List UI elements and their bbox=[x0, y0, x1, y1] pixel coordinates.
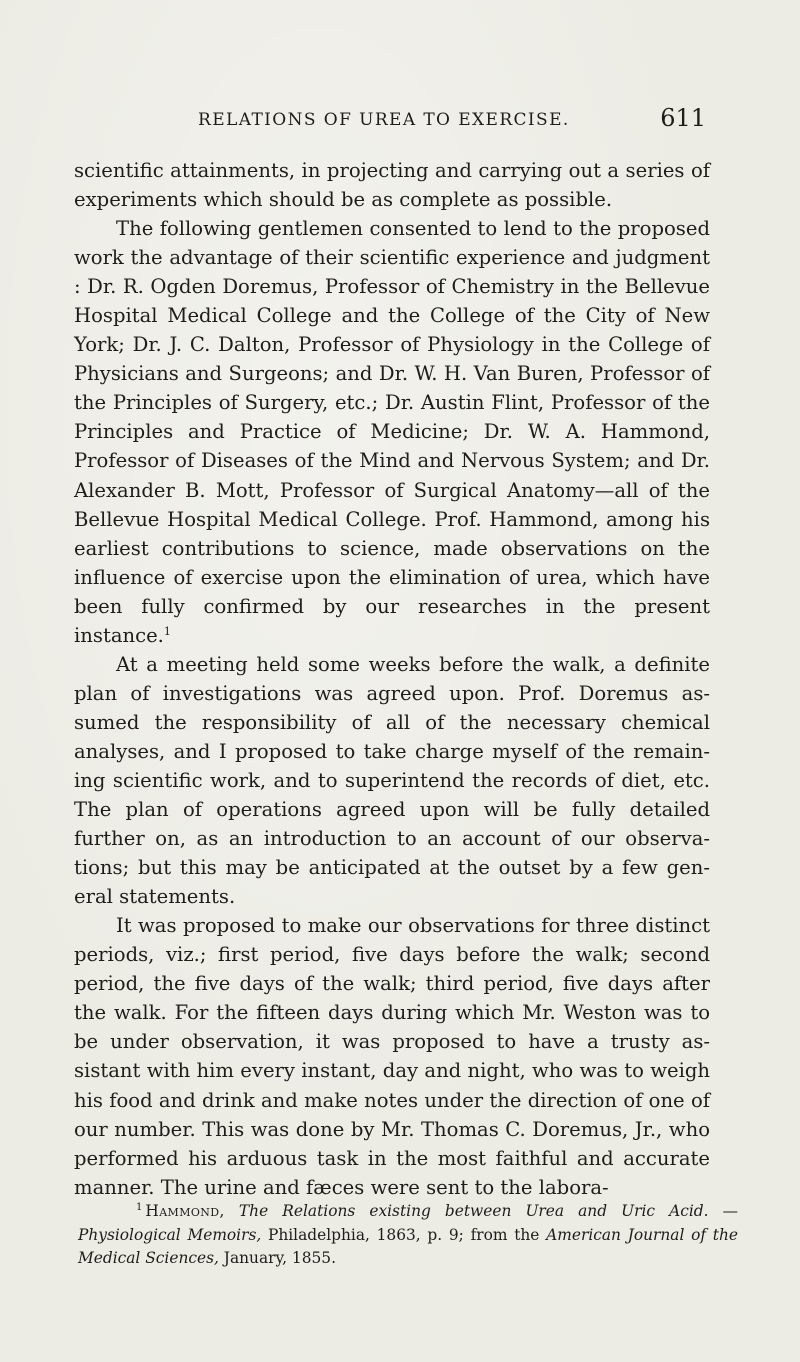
paragraph-2-text: The following gentlemen consented to lend to the proposed work the advantage of their scientific experience and judgment : Dr. R. Ogden Doremus, Professor of Chemistry in the Bellevue Hospital Medical College and the College of the City of New York; Dr. J. C. Dalton, Professor of Physiology in the College of Physicians and Surgeons; and Dr. W. H. Van Buren, Professor of the Principles of Surgery, etc.; Dr. Austin Flint, Professor of the Principles and Practice of Medicine; Dr. W. A. Hammond, Professor of Diseases of the Mind and Nervous System; and Dr. Alexander B. Mott, Professor of Surgical Anatomy—all of the Bellevue Hospital Medical College. Prof. Hammond, among his earliest contributions to science, made observations on the influence of exercise upon the elimination of urea, which have been fully confirmed by our researches in the present instance. bbox=[74, 217, 710, 647]
paragraph-4-text: It was proposed to make our observations for three distinct periods, viz.; first period, five days before the walk; second period, the five days of the walk; third period, five days after the walk. For the fifteen days during which Mr. Weston was to be under observation, it was proposed to have a trusty assistant with him every instant, day and night, who was to weigh his food and drink and make notes under the direction of one of our number. This was done by Mr. Thomas C. Doremus, Jr., who performed his arduous task in the most faithful and accurate manner. The urine and fæces were sent to the labora- bbox=[74, 914, 710, 1199]
paragraph-continuation bbox=[74, 156, 710, 214]
footnote-title: The Relations existing between Urea and Uric Acid. bbox=[238, 1202, 709, 1220]
page-number: 611 bbox=[660, 104, 706, 132]
footnote-1 bbox=[78, 1200, 738, 1271]
footnote-reference: 1 bbox=[163, 624, 171, 638]
paragraph-meeting bbox=[74, 650, 710, 911]
paragraph-3-text: At a meeting held some weeks before the walk, a definite plan of investigations was agreed upon. Prof. Doremus assumed the responsibility of all of the necessary chemical analyses, and I proposed to take charge myself of the remaining scientific work, and to superintend the records of diet, etc. The plan of operations agreed upon will be fully detailed further on, as an introduction to an account of our observations; but this may be anticipated at the outset by a few general statements. bbox=[74, 652, 710, 909]
paragraph-periods bbox=[74, 911, 710, 1201]
footnote-number: 1 bbox=[136, 1202, 143, 1213]
paragraph-gentlemen bbox=[74, 214, 710, 650]
paragraph-1-text: scientific attainments, in projecting and carrying out a series of experiments which should be as complete as possible. bbox=[74, 159, 710, 212]
footnotes bbox=[78, 1200, 738, 1271]
footnote-journal: American Journal of the Medical Sciences, bbox=[78, 1225, 738, 1267]
footnote-author: Hammond, bbox=[145, 1202, 225, 1220]
body-text bbox=[74, 156, 710, 1202]
footnote-date: January, 1855. bbox=[223, 1249, 336, 1267]
page-header bbox=[78, 104, 708, 140]
footnote-source-details: Philadelphia, 1863, p. 9; from the bbox=[267, 1225, 540, 1244]
footnote-source: —Physiological Memoirs, bbox=[78, 1202, 738, 1244]
running-title: RELATIONS OF UREA TO EXERCISE. bbox=[198, 110, 570, 130]
